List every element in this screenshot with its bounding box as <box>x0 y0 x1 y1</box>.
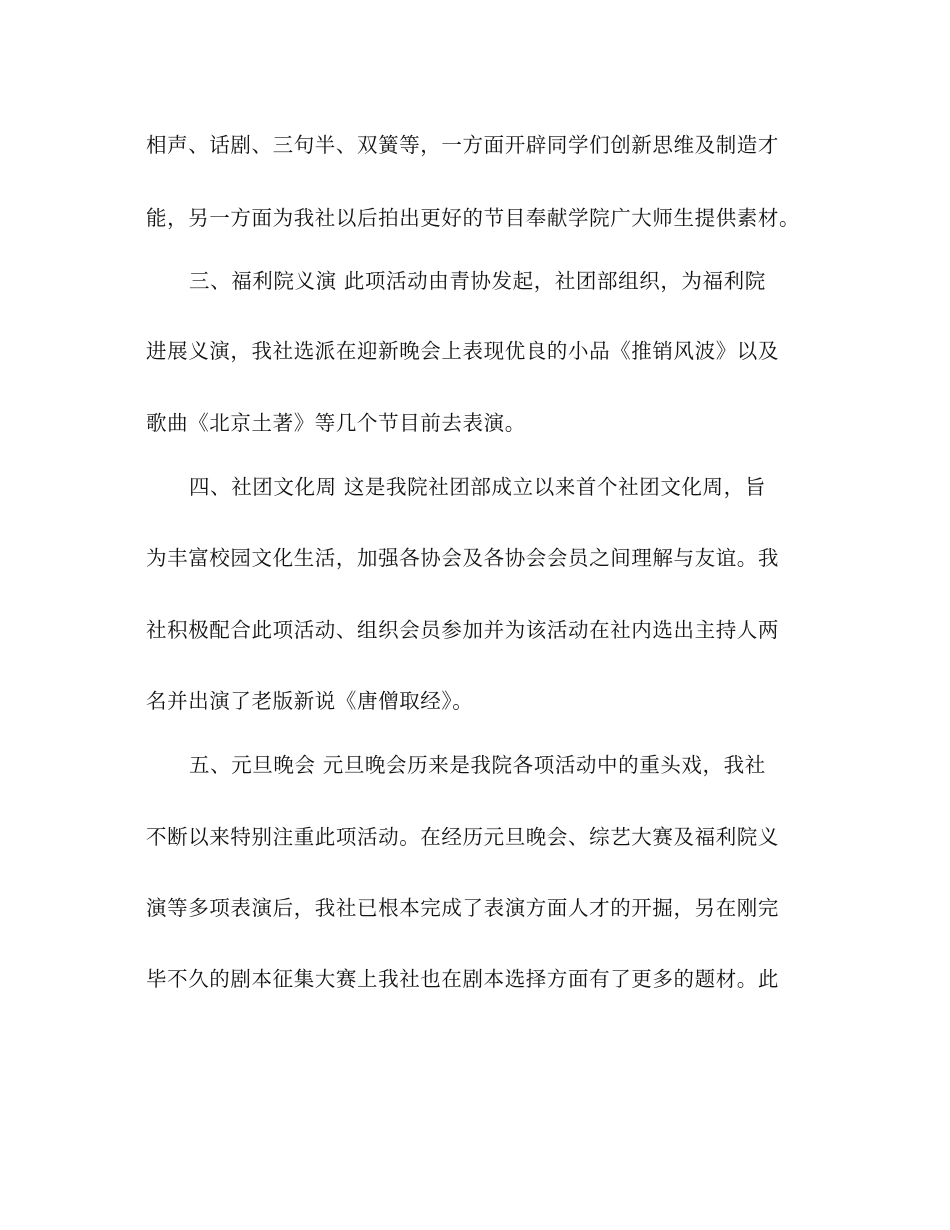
text-line: 进展义演，我社选派在迎新晚会上表现优良的小品《推销风波》以及 <box>146 339 779 363</box>
text-line: 五、元旦晚会 元旦晚会历来是我院各项活动中的重头戏，我社 <box>189 753 766 777</box>
text-line: 不断以来特别注重此项活动。在经历元旦晚会、综艺大赛及福利院义 <box>146 825 779 849</box>
text-line: 社积极配合此项活动、组织会员参加并为该活动在社内选出主持人两 <box>146 618 779 642</box>
text-line: 毕不久的剧本征集大赛上我社也在剧本选择方面有了更多的题材。此 <box>146 967 779 991</box>
text-line: 名并出演了老版新说《唐僧取经》。 <box>146 689 474 713</box>
text-line: 三、福利院义演 此项活动由青协发起，社团部组织，为福利院 <box>189 269 766 293</box>
text-line: 为丰富校园文化生活，加强各协会及各协会会员之间理解与友谊。我 <box>146 546 779 570</box>
text-line: 能，另一方面为我社以后拍出更好的节目奉献学院广大师生提供素材。 <box>146 206 801 230</box>
text-line: 相声、话剧、三句半、双簧等，一方面开辟同学们创新思维及制造才 <box>146 133 779 157</box>
text-line: 演等多项表演后，我社已根本完成了表演方面人才的开掘，另在刚完 <box>146 896 779 920</box>
text-line: 歌曲《北京土著》等几个节目前去表演。 <box>146 411 526 435</box>
text-line: 四、社团文化周 这是我院社团部成立以来首个社团文化周，旨 <box>189 475 766 499</box>
